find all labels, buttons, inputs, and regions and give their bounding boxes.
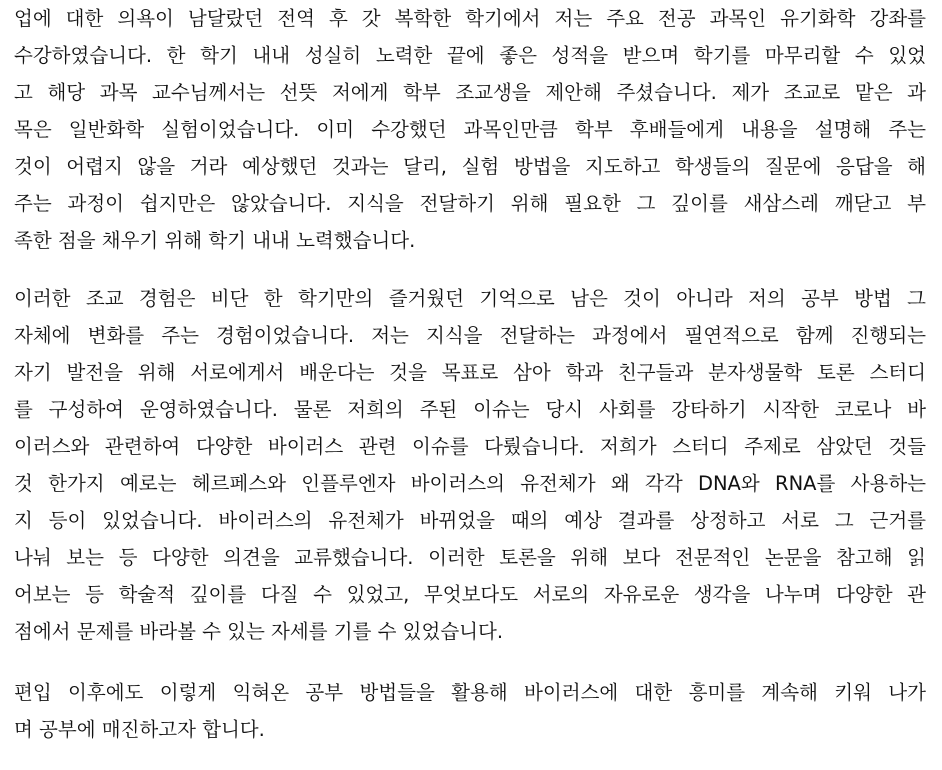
text-line: 이러스와 관련하여 다양한 바이러스 관련 이슈를 다뤘습니다. 저희가 스터디 주제로 삼았던 것들 (14, 435, 926, 458)
text-line: 어보는 등 학술적 깊이를 다질 수 있었고, 무엇보다도 서로의 자유로운 생각을 나누며 다양한 관 (14, 583, 926, 606)
text-line: 족한 점을 채우기 위해 학기 내내 노력했습니다. (14, 229, 416, 252)
text-line: 목은 일반화학 실험이었습니다. 이미 수강했던 과목인만큼 학부 후배들에게 내용을 설명해 주는 (14, 118, 926, 141)
text-line: 것이 어렵지 않을 거라 예상했던 것과는 달리, 실험 방법을 지도하고 학생들의 질문에 응답을 해 (14, 155, 926, 178)
text-line: 를 구성하여 운영하였습니다. 물론 저희의 주된 이슈는 당시 사회를 강타하기 시작한 코로나 바 (14, 398, 926, 421)
text-line: 업에 대한 의욕이 남달랐던 전역 후 갓 복학한 학기에서 저는 주요 전공 과목인 유기화학 강좌를 (14, 7, 926, 30)
text-line: 수강하였습니다. 한 학기 내내 성실히 노력한 끝에 좋은 성적을 받으며 학기를 마무리할 수 있었 (14, 44, 926, 67)
text-line: 자기 발전을 위해 서로에게서 배운다는 것을 목표로 삼아 학과 친구들과 분자생물학 토론 스터디 (14, 361, 926, 384)
text-line: 며 공부에 매진하고자 합니다. (14, 718, 265, 741)
text-line: 것 한가지 예로는 헤르페스와 인플루엔자 바이러스의 유전체가 왜 각각 DNA와 RNA를 사용하는 (14, 472, 926, 495)
text-line: 고 해당 과목 교수님께서는 선뜻 저에게 학부 조교생을 제안해 주셨습니다. 제가 조교로 맡은 과 (14, 81, 926, 104)
text-line: 자체에 변화를 주는 경험이었습니다. 저는 지식을 전달하는 과정에서 필연적으로 함께 진행되는 (14, 324, 926, 347)
text-line: 지 등이 있었습니다. 바이러스의 유전체가 바뀌었을 때의 예상 결과를 상정하고 서로 그 근거를 (14, 509, 926, 532)
text-line: 편입 이후에도 이렇게 익혀온 공부 방법들을 활용해 바이러스에 대한 흥미를 계속해 키워 나가 (14, 681, 926, 704)
text-line: 나눠 보는 등 다양한 의견을 교류했습니다. 이러한 토론을 위해 보다 전문적인 논문을 참고해 읽 (14, 546, 926, 569)
text-line: 점에서 문제를 바라볼 수 있는 자세를 기를 수 있었습니다. (14, 620, 504, 643)
text-line: 주는 과정이 쉽지만은 않았습니다. 지식을 전달하기 위해 필요한 그 깊이를 새삼스레 깨닫고 부 (14, 192, 926, 215)
text-line: 이러한 조교 경험은 비단 한 학기만의 즐거웠던 기억으로 남은 것이 아니라 저의 공부 방법 그 (14, 287, 926, 310)
